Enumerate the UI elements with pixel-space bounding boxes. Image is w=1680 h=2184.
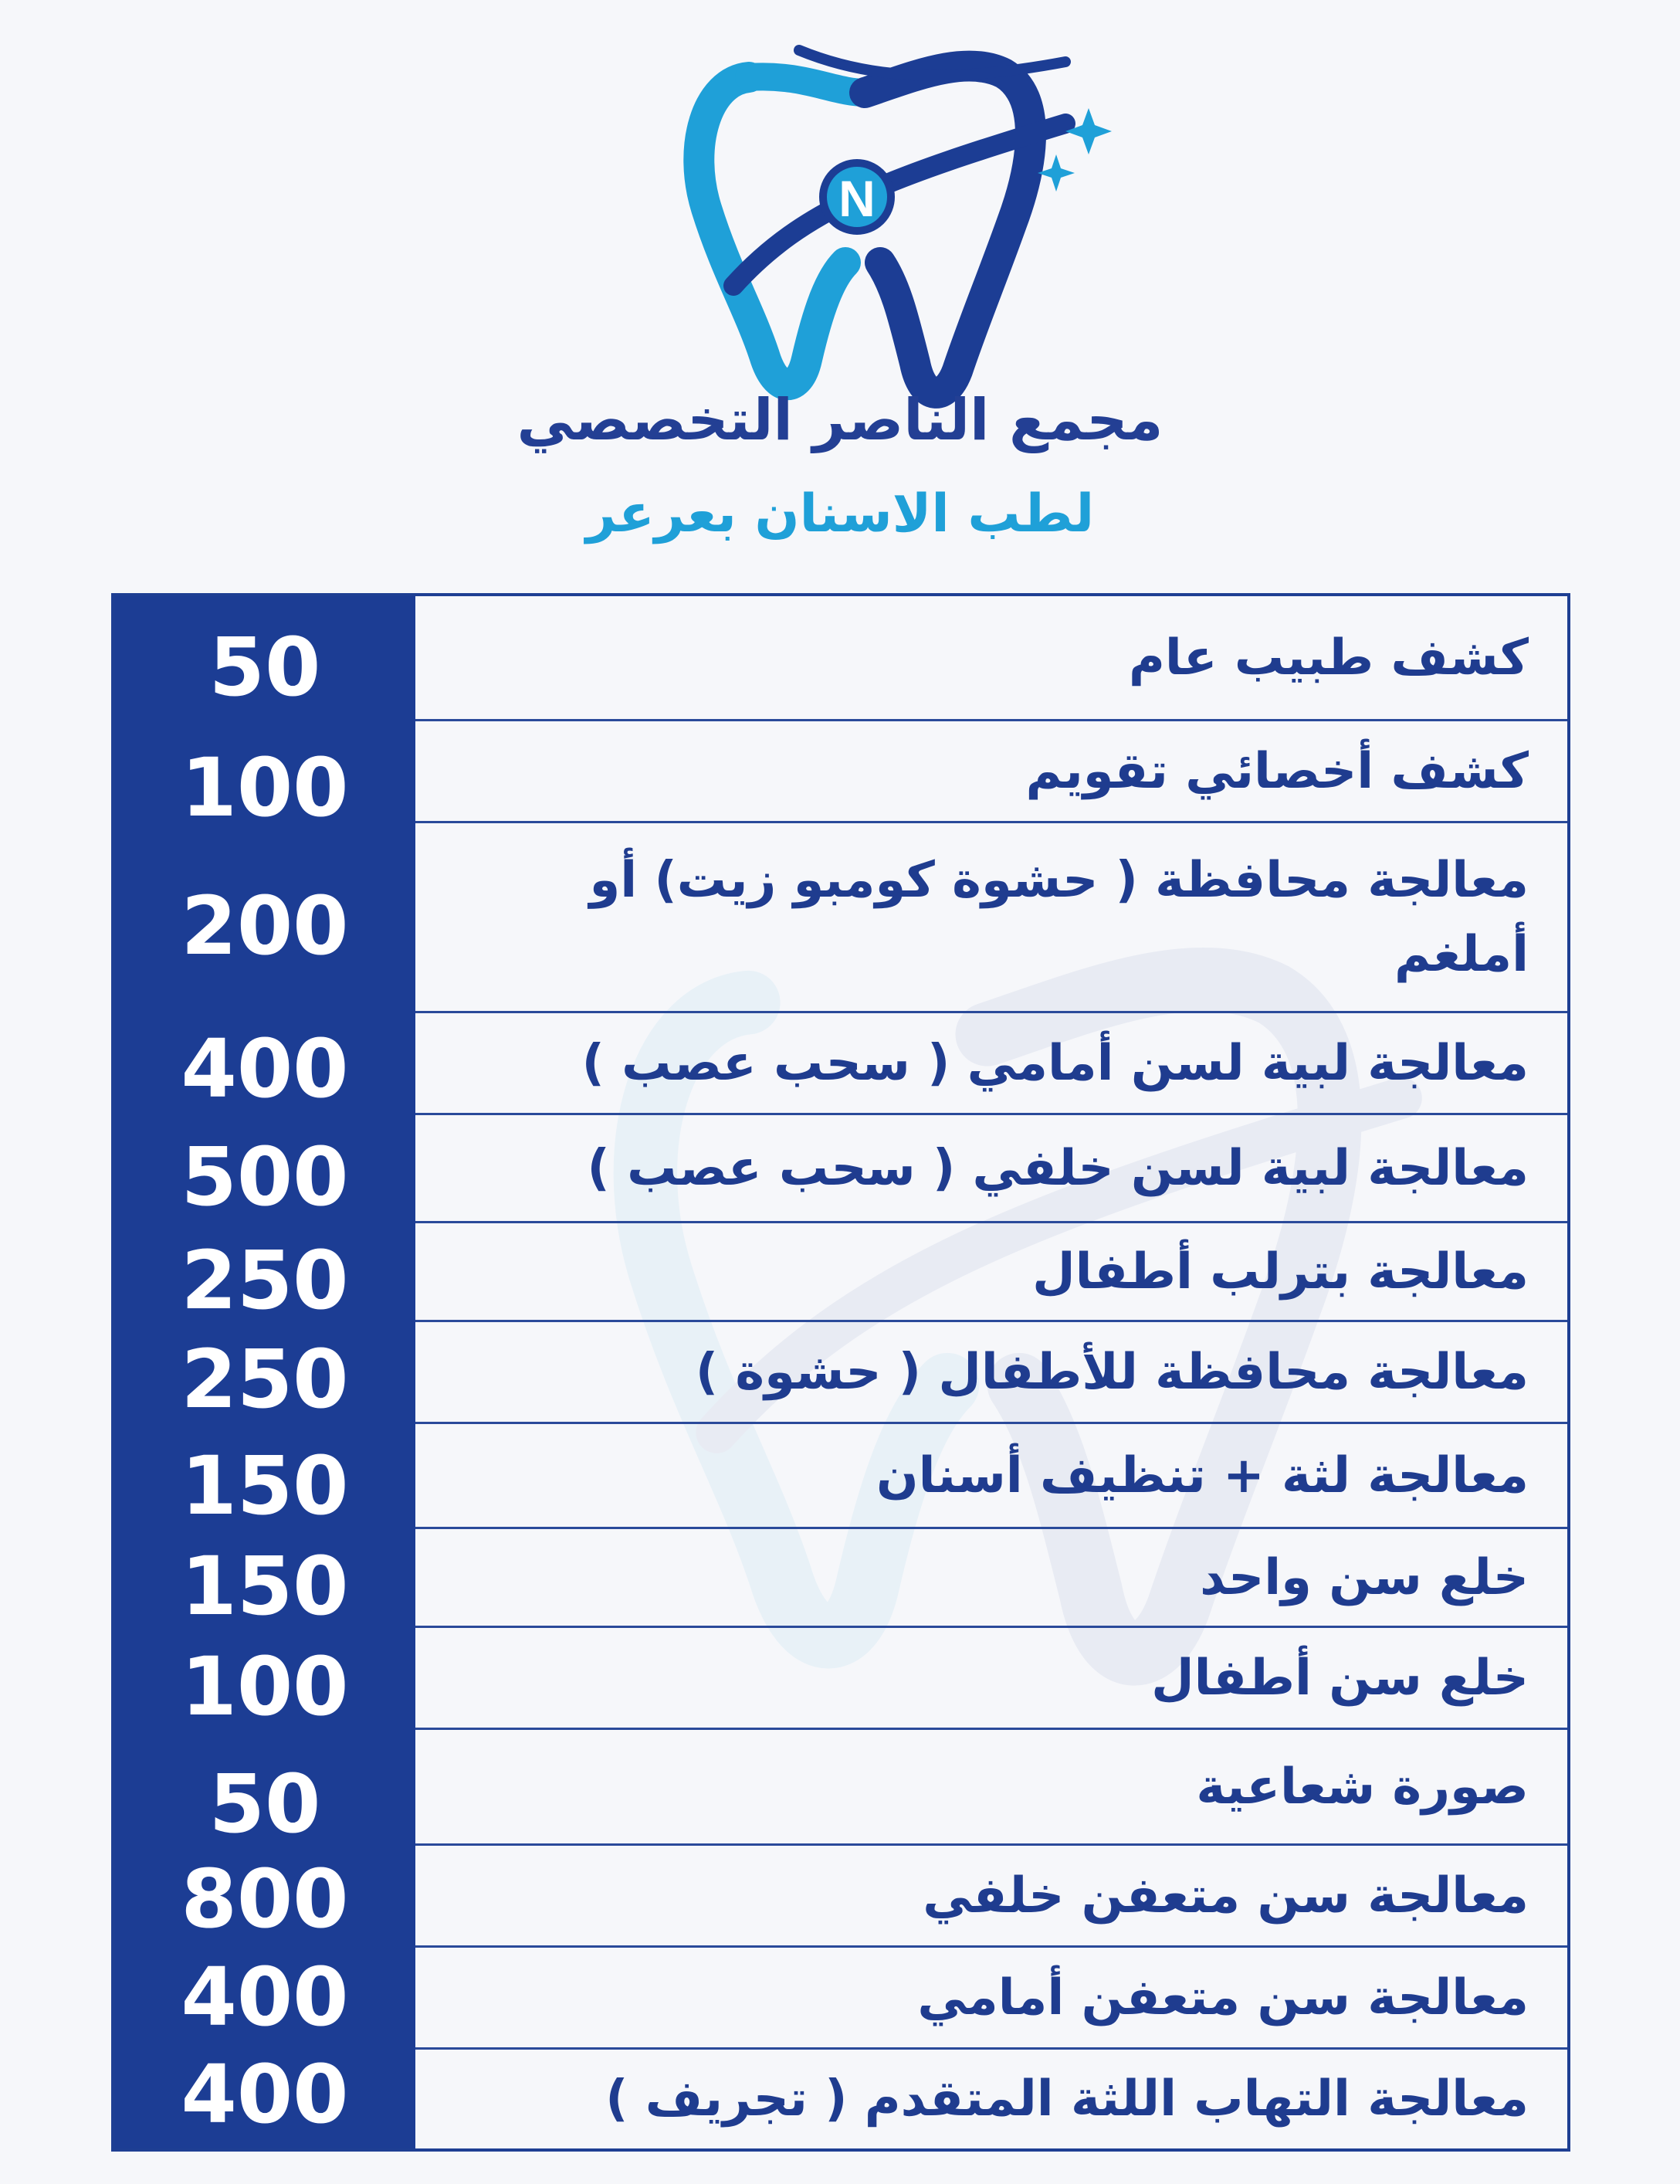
service-cell: خلع سن أطفال — [415, 1628, 1567, 1730]
price-cell: 400 — [181, 1022, 349, 1116]
service-cell: معالجة لبية لسن أمامي ( سحب عصب ) — [415, 1013, 1567, 1115]
price-cell: 50 — [208, 1757, 321, 1851]
price-cell: 200 — [181, 879, 349, 973]
service-cell: معالجة بترلب أطفال — [415, 1223, 1567, 1322]
service-cell: معالجة سن متعفن خلفي — [415, 1846, 1567, 1948]
price-cell: 150 — [181, 1539, 349, 1633]
price-cell: 800 — [181, 1852, 349, 1946]
price-cell: 400 — [181, 1950, 349, 2044]
price-cell: 150 — [181, 1439, 349, 1533]
clinic-logo — [633, 31, 1127, 417]
service-cell: صورة شعاعية — [415, 1730, 1567, 1846]
price-cell: 100 — [181, 1640, 349, 1734]
service-cell: معالجة لثة + تنظيف أسنان — [415, 1424, 1567, 1529]
price-column — [114, 596, 415, 2148]
service-cell: معالجة محافظة للأطفال ( حشوة ) — [415, 1322, 1567, 1424]
price-cell: 50 — [208, 620, 321, 714]
service-cell: معالجة سن متعفن أمامي — [415, 1948, 1567, 2050]
price-cell: 500 — [181, 1130, 349, 1224]
price-cell: 100 — [181, 741, 349, 835]
service-cell: خلع سن واحد — [415, 1529, 1567, 1628]
service-cell: كشف أخصائي تقويم — [415, 721, 1567, 823]
service-cell: معالجة لبية لسن خلفي ( سحب عصب ) — [415, 1115, 1567, 1223]
price-cell: 250 — [181, 1233, 349, 1328]
price-cell: 250 — [181, 1332, 349, 1426]
price-table — [111, 593, 1570, 2152]
clinic-subtitle: لطب الاسنان بعرعر — [585, 483, 1095, 544]
sparkle-icon — [1065, 108, 1112, 154]
service-column — [415, 596, 1567, 2148]
logo-letter: N — [838, 170, 876, 227]
service-cell: معالجة التهاب اللثة المتقدم ( تجريف ) — [605, 2070, 1529, 2128]
price-cell: 400 — [181, 2047, 349, 2142]
service-cell: كشف طبيب عام — [415, 596, 1567, 721]
service-cell: معالجة محافظة ( حشوة كومبو زيت) أو أملغم — [415, 823, 1567, 1013]
clinic-name: مجمع الناصر التخصصي — [517, 387, 1163, 453]
